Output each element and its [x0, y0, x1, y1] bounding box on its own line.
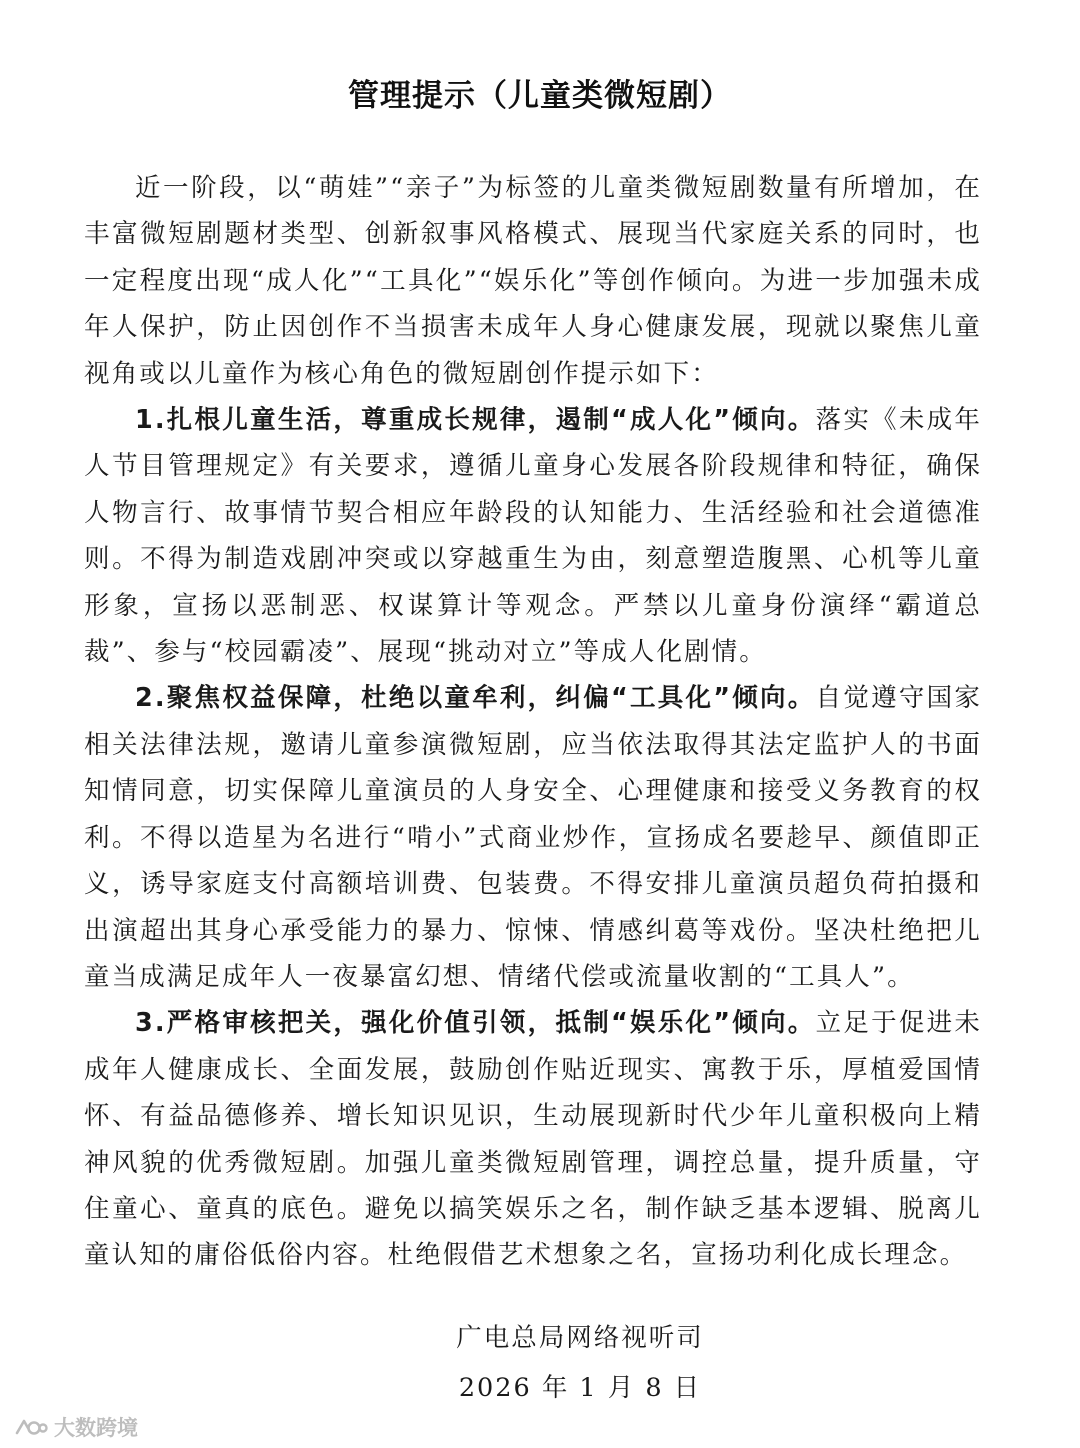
logo-icon	[14, 1416, 48, 1438]
section-2-text: 自觉遵守国家相关法律法规，邀请儿童参演微短剧，应当依法取得其法定监护人的书面知情同意，切实保障儿童演员的人身安全、心理健康和接受义务教育的权利。不得以造星为名进行“啃小”式商业炒作，宣扬成名要趁早、颜值即正义，诱导家庭支付高额培训费、包装费。不得安排儿童演员超负荷拍摄和出演超出其身心承受能力的暴力、惊悚、情感纠葛等戏份。坚决杜绝把儿童当成满足成年人一夜暴富幻想、情绪代偿或流量收割的“工具人”。	[84, 683, 982, 992]
intro-paragraph: 近一阶段，以“萌娃”“亲子”为标签的儿童类微短剧数量有所增加，在丰富微短剧题材类型、创新叙事风格模式、展现当代家庭关系的同时，也一定程度出现“成人化”“工具化”“娱乐化”等创作倾向。为进一步加强未成年人保护，防止因创作不当损害未成年人身心健康发展，现就以聚焦儿童视角或以儿童作为核心角色的微短剧创作提示如下：	[84, 173, 982, 389]
watermark-text: 大数跨境	[54, 1416, 138, 1440]
section-1-heading: 1.扎根儿童生活，尊重成长规律，遏制“成人化”倾向。	[135, 405, 816, 436]
section-3-text: 立足于促进未成年人健康成长、全面发展，鼓励创作贴近现实、寓教于乐，厚植爱国情怀、有益品德修养、增长知识见识，生动展现新时代少年儿童积极向上精神风貌的优秀微短剧。加强儿童类微短剧管理，调控总量，提升质量，守住童心、童真的底色。避免以搞笑娱乐之名，制作缺乏基本逻辑、脱离儿童认知的庸俗低俗内容。杜绝假借艺术想象之名，宣扬功利化成长理念。	[84, 1008, 982, 1271]
section-1-paragraph	[84, 397, 982, 675]
document-title: 管理提示（儿童类微短剧）	[348, 78, 732, 114]
section-2-heading: 2.聚焦权益保障，杜绝以童牟利，纠偏“工具化”倾向。	[135, 683, 816, 714]
section-3-heading: 3.严格审核把关，强化价值引领，抵制“娱乐化”倾向。	[135, 1008, 816, 1039]
signature-date: 2026 年 1 月 8 日	[458, 1373, 702, 1403]
section-3-paragraph	[84, 1000, 982, 1278]
document-body	[84, 165, 982, 1279]
signature-org: 广电总局网络视听司	[456, 1323, 704, 1353]
section-1-text: 落实《未成年人节目管理规定》有关要求，遵循儿童身心发展各阶段规律和特征，确保人物言行、故事情节契合相应年龄段的认知能力、生活经验和社会道德准则。不得为制造戏剧冲突或以穿越重生为由，刻意塑造腹黑、心机等儿童形象，宣扬以恶制恶、权谋算计等观念。严禁以儿童身份演绎“霸道总裁”、参与“校园霸凌”、展现“挑动对立”等成人化剧情。	[84, 405, 982, 668]
watermark	[14, 1412, 138, 1442]
section-2-paragraph	[84, 675, 982, 1000]
